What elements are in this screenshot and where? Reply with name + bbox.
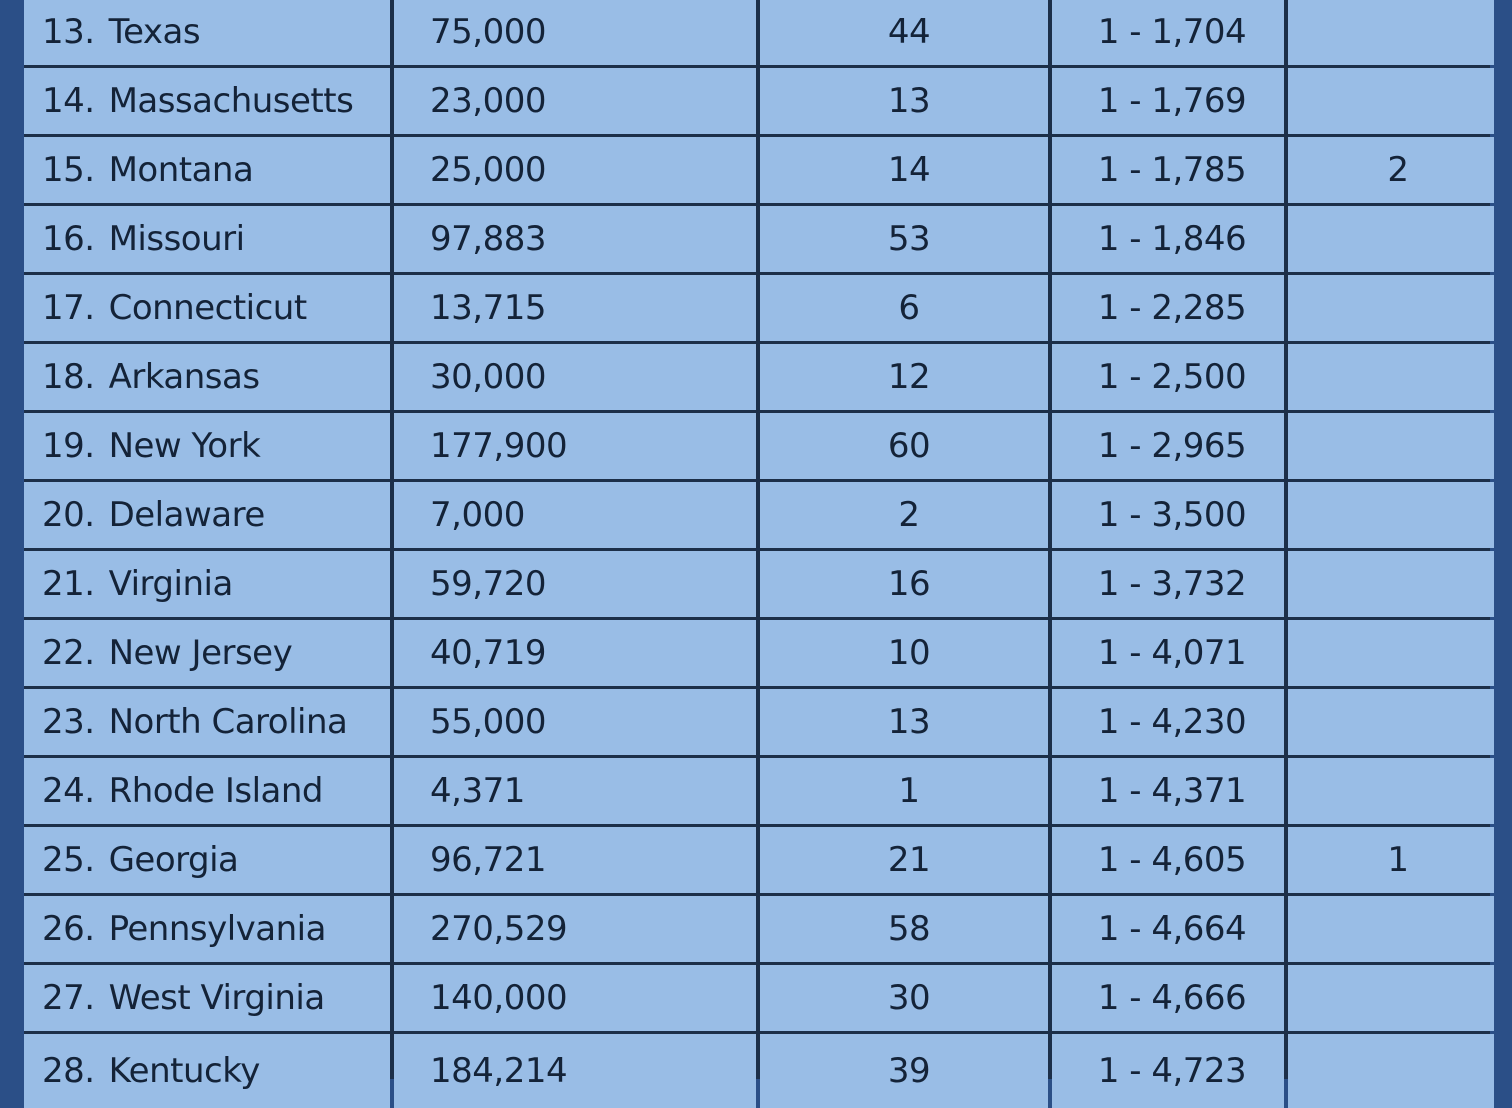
population-cell: 184,214 (394, 1034, 756, 1108)
state-cell (24, 137, 390, 203)
state-cell (24, 1034, 390, 1108)
state-table (24, 0, 1490, 1091)
state-cell (24, 965, 390, 1031)
population-cell: 30,000 (394, 344, 756, 410)
count-cell: 10 (760, 620, 1048, 686)
state-name: Massachusetts (108, 81, 354, 121)
count-cell: 1 (760, 758, 1048, 824)
state-cell (24, 344, 390, 410)
extra-cell: 2 (1288, 137, 1494, 203)
rank-label: 22. (42, 633, 95, 673)
ratio-cell: 1 - 2,285 (1052, 275, 1284, 341)
state-name: Rhode Island (108, 771, 324, 811)
state-name: Arkansas (108, 357, 260, 397)
count-cell: 13 (760, 689, 1048, 755)
rank-label: 18. (42, 357, 95, 397)
state-cell (24, 413, 390, 479)
state-cell (24, 896, 390, 962)
rank-label: 17. (42, 288, 95, 328)
rank-label: 27. (42, 978, 95, 1018)
ratio-cell: 1 - 1,769 (1052, 68, 1284, 134)
state-name: Montana (108, 150, 254, 190)
state-name: Delaware (108, 495, 265, 535)
extra-cell (1288, 551, 1494, 617)
state-cell (24, 482, 390, 548)
count-cell: 16 (760, 551, 1048, 617)
ratio-cell: 1 - 4,666 (1052, 965, 1284, 1031)
ratio-cell: 1 - 1,846 (1052, 206, 1284, 272)
ratio-cell: 1 - 4,664 (1052, 896, 1284, 962)
state-cell (24, 827, 390, 893)
state-cell (24, 551, 390, 617)
ratio-cell: 1 - 1,704 (1052, 0, 1284, 65)
state-name: New York (108, 426, 261, 466)
state-cell (24, 275, 390, 341)
rank-label: 21. (42, 564, 95, 604)
ratio-cell: 1 - 4,723 (1052, 1034, 1284, 1108)
ratio-cell: 1 - 3,500 (1052, 482, 1284, 548)
state-cell (24, 758, 390, 824)
state-name: Virginia (108, 564, 233, 604)
rank-label: 20. (42, 495, 95, 535)
population-cell: 7,000 (394, 482, 756, 548)
rank-label: 24. (42, 771, 95, 811)
count-cell: 13 (760, 68, 1048, 134)
extra-cell (1288, 620, 1494, 686)
rank-label: 25. (42, 840, 95, 880)
population-cell: 13,715 (394, 275, 756, 341)
ratio-cell: 1 - 2,500 (1052, 344, 1284, 410)
population-cell: 177,900 (394, 413, 756, 479)
count-cell: 44 (760, 0, 1048, 65)
count-cell: 58 (760, 896, 1048, 962)
extra-cell (1288, 482, 1494, 548)
count-cell: 2 (760, 482, 1048, 548)
extra-cell (1288, 0, 1494, 65)
state-name: Kentucky (108, 1051, 260, 1091)
extra-cell (1288, 1034, 1494, 1108)
state-name: New Jersey (108, 633, 293, 673)
population-cell: 25,000 (394, 137, 756, 203)
state-cell (24, 0, 390, 65)
rank-label: 28. (42, 1051, 95, 1091)
count-cell: 14 (760, 137, 1048, 203)
extra-cell (1288, 896, 1494, 962)
ratio-cell: 1 - 4,071 (1052, 620, 1284, 686)
population-cell: 97,883 (394, 206, 756, 272)
extra-cell (1288, 758, 1494, 824)
rank-label: 19. (42, 426, 95, 466)
state-name: Texas (108, 12, 201, 52)
extra-cell (1288, 689, 1494, 755)
state-name: West Virginia (108, 978, 325, 1018)
extra-cell (1288, 344, 1494, 410)
rank-label: 13. (42, 12, 95, 52)
state-name: North Carolina (108, 702, 348, 742)
count-cell: 53 (760, 206, 1048, 272)
rank-label: 23. (42, 702, 95, 742)
ratio-cell: 1 - 1,785 (1052, 137, 1284, 203)
count-cell: 30 (760, 965, 1048, 1031)
population-cell: 55,000 (394, 689, 756, 755)
state-name: Georgia (108, 840, 239, 880)
population-cell: 96,721 (394, 827, 756, 893)
rank-label: 14. (42, 81, 95, 121)
extra-cell (1288, 275, 1494, 341)
extra-cell (1288, 413, 1494, 479)
ratio-cell: 1 - 2,965 (1052, 413, 1284, 479)
extra-cell (1288, 965, 1494, 1031)
ratio-cell: 1 - 3,732 (1052, 551, 1284, 617)
population-cell: 59,720 (394, 551, 756, 617)
state-cell (24, 620, 390, 686)
ratio-cell: 1 - 4,605 (1052, 827, 1284, 893)
rank-label: 26. (42, 909, 95, 949)
state-cell (24, 206, 390, 272)
state-name: Missouri (108, 219, 245, 259)
rank-label: 15. (42, 150, 95, 190)
rank-label: 16. (42, 219, 95, 259)
count-cell: 21 (760, 827, 1048, 893)
state-name: Pennsylvania (108, 909, 326, 949)
count-cell: 6 (760, 275, 1048, 341)
population-cell: 23,000 (394, 68, 756, 134)
state-cell (24, 689, 390, 755)
ratio-cell: 1 - 4,371 (1052, 758, 1284, 824)
population-cell: 140,000 (394, 965, 756, 1031)
state-name: Connecticut (108, 288, 307, 328)
state-cell (24, 68, 390, 134)
count-cell: 12 (760, 344, 1048, 410)
population-cell: 75,000 (394, 0, 756, 65)
population-cell: 40,719 (394, 620, 756, 686)
extra-cell: 1 (1288, 827, 1494, 893)
count-cell: 39 (760, 1034, 1048, 1108)
extra-cell (1288, 206, 1494, 272)
extra-cell (1288, 68, 1494, 134)
population-cell: 270,529 (394, 896, 756, 962)
population-cell: 4,371 (394, 758, 756, 824)
count-cell: 60 (760, 413, 1048, 479)
ratio-cell: 1 - 4,230 (1052, 689, 1284, 755)
